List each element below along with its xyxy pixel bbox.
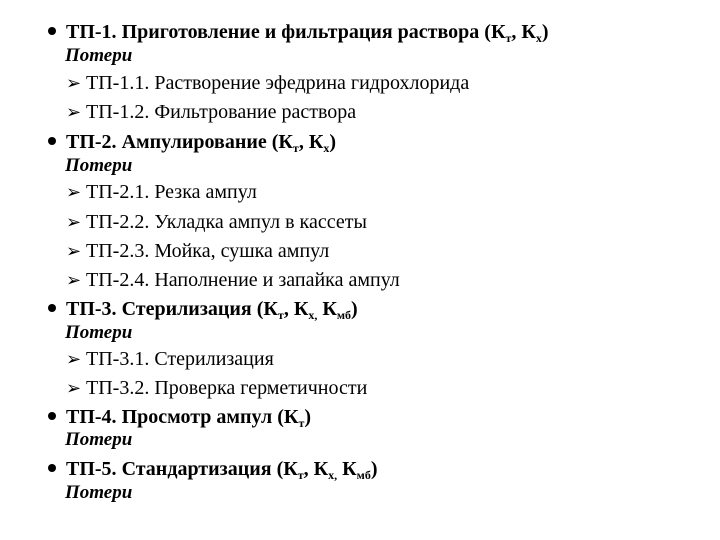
text-fragment: ) <box>351 298 358 320</box>
item-tp3-heading <box>48 297 358 321</box>
item-title: Ампулирование (К <box>121 131 293 153</box>
subscript: х <box>535 31 542 45</box>
bullet-icon <box>48 304 56 312</box>
item-code: ТП-5. <box>66 458 117 480</box>
sub-item-tp1-1 <box>66 71 469 95</box>
sub-item-text: ТП-2.4. Наполнение и запайка ампул <box>86 269 400 291</box>
text-fragment: , К <box>298 131 324 153</box>
sub-item-text: ТП-1.1. Растворение эфедрина гидрохлорида <box>86 72 470 94</box>
item-code: ТП-1. <box>66 21 117 43</box>
item-title: Приготовление и фильтрация раствора (К <box>121 21 506 43</box>
subscript: т <box>277 308 284 322</box>
sub-item-text: ТП-3.1. Стерилизация <box>86 348 274 370</box>
item-title: Просмотр ампул (К <box>121 406 299 428</box>
item-tp2-losses: Потери <box>65 155 133 176</box>
text-fragment: К <box>337 458 357 480</box>
subscript: т <box>297 468 304 482</box>
text-fragment: К <box>317 298 337 320</box>
text-fragment: , К <box>511 21 536 43</box>
arrow-bullet-icon: ➢ <box>66 182 82 203</box>
arrow-bullet-icon: ➢ <box>66 212 82 233</box>
item-tp3-losses: Потери <box>65 322 133 343</box>
text-fragment: ) <box>304 406 312 428</box>
arrow-bullet-icon: ➢ <box>66 270 82 291</box>
item-tp4-heading <box>48 405 311 429</box>
subscript: х, <box>308 308 318 322</box>
item-title: Стерилизация (К <box>121 298 278 320</box>
item-tp2-heading <box>48 130 336 154</box>
arrow-bullet-icon: ➢ <box>66 378 82 399</box>
item-tp1-losses: Потери <box>65 45 133 66</box>
sub-item-tp2-3 <box>66 239 329 263</box>
subscript: т <box>505 31 512 45</box>
subscript: х <box>323 141 330 155</box>
subscript: мб <box>336 308 352 322</box>
sub-item-tp1-2 <box>66 100 356 124</box>
sub-item-text: ТП-2.2. Укладка ампул в кассеты <box>86 211 367 233</box>
text-fragment: , К <box>283 298 309 320</box>
bullet-icon <box>48 137 56 145</box>
text-fragment: ) <box>370 458 378 480</box>
sub-item-tp2-4 <box>66 268 400 292</box>
text-fragment: , К <box>303 458 329 480</box>
sub-item-text: ТП-3.2. Проверка герметичности <box>86 377 368 399</box>
sub-item-tp3-1 <box>66 347 274 371</box>
arrow-bullet-icon: ➢ <box>66 349 82 370</box>
item-tp5-losses: Потери <box>65 482 133 503</box>
bullet-icon <box>48 464 56 472</box>
sub-item-text: ТП-2.3. Мойка, сушка ампул <box>86 240 330 262</box>
item-tp4-losses: Потери <box>65 429 133 450</box>
item-tp5-heading <box>48 457 378 481</box>
sub-item-text: ТП-1.2. Фильтрование раствора <box>86 101 357 123</box>
arrow-bullet-icon: ➢ <box>66 102 82 123</box>
text-fragment: ) <box>541 21 549 43</box>
subscript: мб <box>356 468 371 482</box>
text-fragment: ) <box>329 131 337 153</box>
item-code: ТП-2. <box>66 131 117 153</box>
bullet-icon <box>48 412 56 420</box>
subscript: т <box>292 141 299 155</box>
bullet-icon <box>48 27 56 35</box>
subscript: х, <box>328 468 338 482</box>
item-title: Стандартизация (К <box>121 458 298 480</box>
item-code: ТП-3. <box>66 298 117 320</box>
sub-item-tp2-1 <box>66 180 257 204</box>
item-tp1-heading <box>48 20 549 44</box>
item-code: ТП-4. <box>66 406 117 428</box>
sub-item-text: ТП-2.1. Резка ампул <box>86 181 257 203</box>
subscript: т <box>298 416 305 430</box>
arrow-bullet-icon: ➢ <box>66 241 82 262</box>
sub-item-tp3-2 <box>66 376 367 400</box>
arrow-bullet-icon: ➢ <box>66 73 82 94</box>
sub-item-tp2-2 <box>66 210 367 234</box>
